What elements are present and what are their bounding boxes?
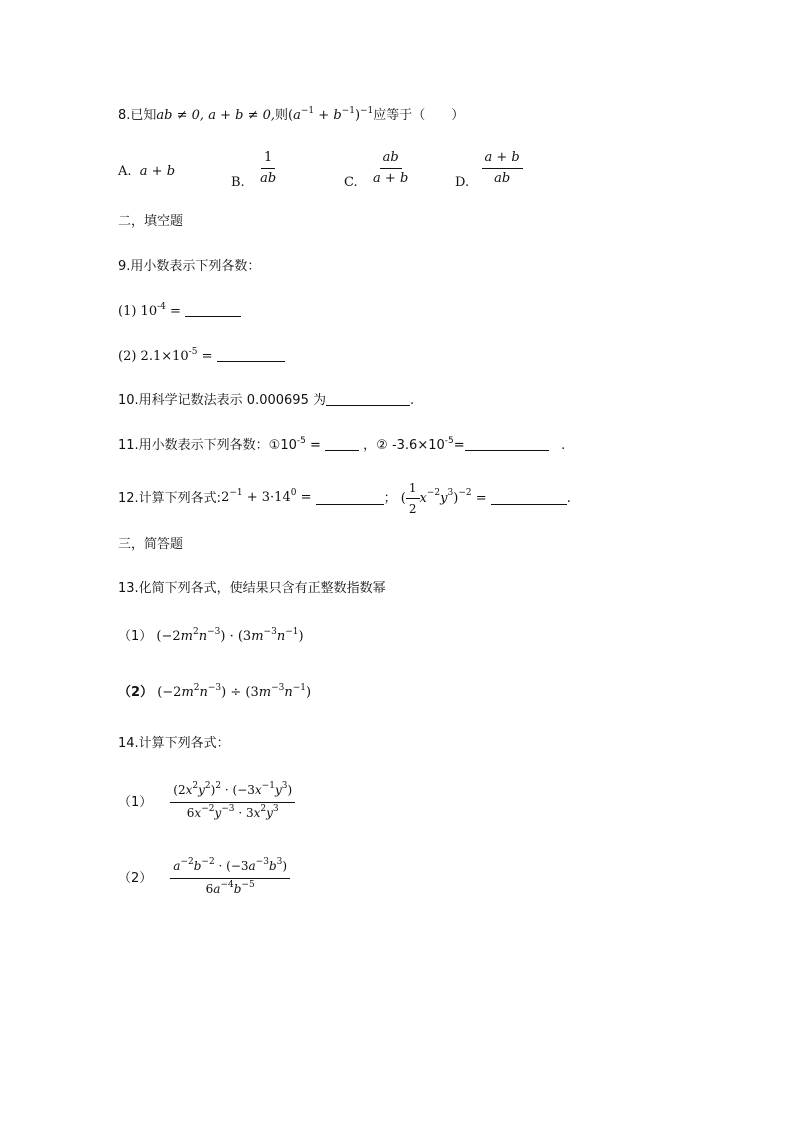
q11-sep: ，② -3.6×10 <box>363 438 445 453</box>
question-12 <box>118 480 571 517</box>
question-8 <box>118 108 464 125</box>
q14-item-1-den: $6x^{-2}y^{-3} \cdot 3x^2y^3$ <box>186 804 279 820</box>
q11-eq-2: = <box>453 438 465 453</box>
option-b-num: 1 <box>261 150 275 169</box>
option-c-den: a + b <box>373 171 409 186</box>
option-d-num: a + b <box>482 150 523 169</box>
q14-item-2 <box>118 858 290 899</box>
option-a-text: a + b <box>139 164 176 179</box>
option-d-den: ab <box>494 171 511 186</box>
q12-frac-half: $\frac{1}{2}$ <box>406 480 420 517</box>
q12-sep: ； <box>383 490 397 506</box>
q13-item-2-label: （2） <box>118 685 154 700</box>
q12-end: . <box>566 490 571 506</box>
q8-suffix: 应等于（ ） <box>373 108 465 123</box>
section-2-title: 二，填空题 <box>118 214 184 229</box>
q12-prefix: 12.计算下列各式: <box>118 490 222 506</box>
q11-eq-1: = <box>305 438 321 453</box>
option-c-label: C. <box>344 175 358 190</box>
q10-blank[interactable] <box>326 393 410 406</box>
q9-blank-2[interactable] <box>217 349 285 362</box>
option-d-label: D. <box>455 175 470 190</box>
q14-item-2-label: （2） <box>118 870 153 886</box>
option-d-fraction <box>482 150 523 187</box>
q14-title: 14.计算下列各式： <box>118 736 230 751</box>
q9-item-2-eq: = <box>197 349 213 364</box>
q12-expr-1: $2^{-1} + 3\cdot 14^0$ = <box>221 488 316 505</box>
q14-item-2-den: $6a^{-4}b^{-5}$ <box>205 880 255 896</box>
q11-blank-2[interactable] <box>465 438 549 451</box>
q8-option-a <box>118 164 175 180</box>
q11-exp-1: -5 <box>296 436 306 446</box>
q8-ze: 则 <box>275 108 289 123</box>
option-c-num: ab <box>380 150 402 169</box>
q11-prefix: 11.用小数表示下列各数：①10 <box>118 438 297 453</box>
q12-expr-2: ( $\frac{1}{2}$ x $^{-2}$ y $^3$ ) $^{-2}$ = <box>396 481 491 516</box>
q13-item-1 <box>118 629 304 646</box>
q9-blank-1[interactable] <box>185 304 241 317</box>
q8-option-d <box>455 150 523 190</box>
q13-item-1-expr: $(-2m^2n^{-3}) \cdot (3m^{-3}n^{-1})$ <box>156 627 304 644</box>
q9-item-1-label: (1) 10 <box>118 304 158 319</box>
q14-item-2-num: $a^{-2}b^{-2} \cdot (-3a^{-3}b^3)$ <box>170 858 290 879</box>
q12-blank-1[interactable] <box>316 492 384 505</box>
q8-option-c <box>344 150 411 190</box>
q9-item-2-exp: -5 <box>188 347 198 357</box>
option-c-fraction <box>370 150 411 187</box>
q12-blank-2[interactable] <box>491 492 567 505</box>
question-10 <box>118 393 414 409</box>
q9-item-2 <box>118 349 285 366</box>
question-11 <box>118 438 565 455</box>
q13-item-1-label: （1） <box>118 629 153 644</box>
q9-item-2-label: (2) 2.1×10 <box>118 349 189 364</box>
q11-end: . <box>561 438 566 453</box>
section-3-title: 三，简答题 <box>118 537 184 552</box>
q14-item-2-fraction <box>170 858 290 899</box>
option-b-den: ab <box>260 171 277 186</box>
q8-option-b <box>231 150 279 190</box>
q13-item-2 <box>118 685 311 702</box>
q11-exp-2: -5 <box>444 436 454 446</box>
option-a-label: A. <box>118 164 132 179</box>
q9-item-1-eq: = <box>165 304 181 319</box>
q13-item-2-expr: $(-2m^2n^{-3}) \div (3m^{-3}n^{-1})$ <box>157 683 312 700</box>
q8-expression: $(a^{-1} + b^{-1})^{-1}$ <box>288 106 374 123</box>
q10-text: 10.用科学记数法表示 0.000695 为 <box>118 393 326 408</box>
q11-blank-1[interactable] <box>325 438 359 451</box>
q10-end: . <box>409 393 415 408</box>
q14-item-1-fraction <box>170 782 295 823</box>
option-b-label: B. <box>231 175 245 190</box>
q13-title: 13.化简下列各式，使结果只含有正整数指数幂 <box>118 581 386 596</box>
q14-item-1 <box>118 782 295 823</box>
q9-title: 9.用小数表示下列各数： <box>118 259 261 274</box>
q9-item-1-exp: -4 <box>157 302 166 312</box>
q14-item-1-num: $(2x^2y^2)^2 \cdot (-3x^{-1}y^3)$ <box>170 782 295 803</box>
q8-prefix: 8.已知 <box>118 108 157 123</box>
q8-condition: ab ≠ 0, a + b ≠ 0, <box>156 108 276 123</box>
q14-item-1-label: （1） <box>118 794 153 810</box>
q9-item-1 <box>118 304 241 321</box>
option-b-fraction <box>257 150 279 187</box>
